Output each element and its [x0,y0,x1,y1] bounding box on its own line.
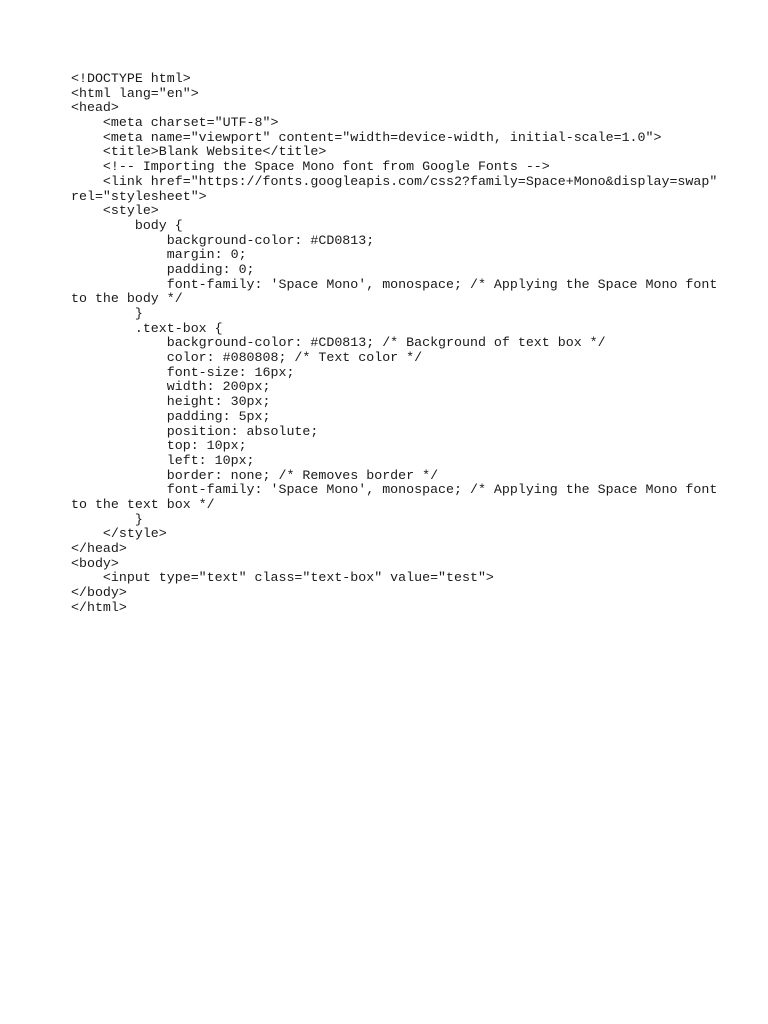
code-line: rel="stylesheet"> [71,188,207,204]
code-line: to the body */ [71,291,183,307]
code-line: </body> [71,585,127,601]
code-line: </head> [71,541,127,556]
code-line: height: 30px; [71,394,271,410]
code-line: <title>Blank Website</title> [71,144,327,160]
code-line: </html> [71,599,127,615]
code-line: body { [71,217,183,233]
code-line: border: none; /* Removes border */ [71,467,439,483]
code-line: margin: 0; [71,247,247,263]
code-line: width: 200px; [71,379,271,395]
code-line: <meta charset="UTF-8"> [71,115,279,131]
code-line: <head> [71,100,119,116]
code-line: <html lang="en"> [71,85,199,101]
code-line: font-family: 'Space Mono', monospace; /* Applying the Space Mono font [71,482,718,498]
code-document [71,72,731,615]
code-line: <style> [71,203,159,219]
code-line: <link href="https://fonts.googleapis.com/css2?family=Space+Mono&display=swap" [71,173,718,189]
code-line: padding: 0; [71,261,255,277]
code-line: top: 10px; [71,438,247,454]
code-line: } [71,306,143,321]
code-line: <!DOCTYPE html> [71,71,191,86]
code-line: <!-- Importing the Space Mono font from Google Fonts --> [71,159,550,175]
code-line: <meta name="viewport" content="width=device-width, initial-scale=1.0"> [71,129,662,145]
code-line: <body> [71,555,119,571]
code-line: left: 10px; [71,452,255,468]
code-line: } [71,511,143,527]
code-line: position: absolute; [71,423,319,439]
code-line: color: #080808; /* Text color */ [71,350,423,366]
code-line: font-size: 16px; [71,364,295,380]
code-line: <input type="text" class="text-box" value="test"> [71,570,494,586]
code-line: padding: 5px; [71,408,271,424]
code-line: background-color: #CD0813; /* Background of text box */ [71,335,606,351]
code-line: </style> [71,526,167,542]
code-line: background-color: #CD0813; [71,232,375,248]
code-line: font-family: 'Space Mono', monospace; /* Applying the Space Mono font [71,276,718,292]
code-line: to the text box */ [71,496,215,512]
code-line: .text-box { [71,320,223,336]
